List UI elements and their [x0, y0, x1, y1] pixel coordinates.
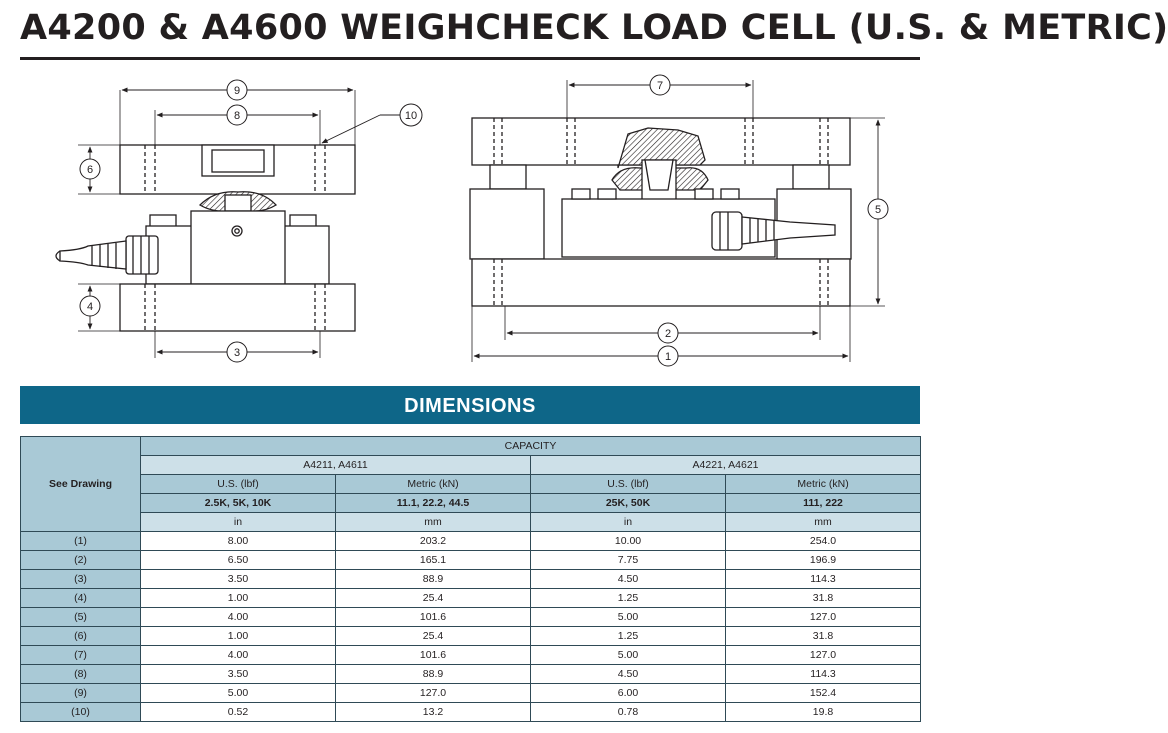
table-cell: 0.52 — [141, 703, 336, 722]
rating-header: 25K, 50K — [531, 494, 726, 513]
table-cell: 19.8 — [726, 703, 921, 722]
callout-3 — [227, 342, 247, 362]
callout-9 — [227, 80, 247, 100]
table-cell: 3.50 — [141, 570, 336, 589]
table-cell: 101.6 — [336, 608, 531, 627]
unit-header: mm — [726, 513, 921, 532]
svg-text:3: 3 — [233, 347, 241, 359]
svg-text:6: 6 — [86, 164, 94, 176]
table-cell: 127.0 — [336, 684, 531, 703]
table-row — [21, 589, 921, 608]
table-cell: 6.50 — [141, 551, 336, 570]
table-row — [21, 532, 921, 551]
dimensions-table — [20, 436, 921, 722]
system-header: Metric (kN) — [336, 475, 531, 494]
table-row — [21, 665, 921, 684]
dimensions-section-header: DIMENSIONS — [20, 386, 920, 424]
row-label: (10) — [21, 703, 141, 722]
table-cell: 31.8 — [726, 627, 921, 646]
table-cell: 1.25 — [531, 589, 726, 608]
table-row — [21, 608, 921, 627]
left-side-view — [56, 90, 400, 358]
table-cell: 3.50 — [141, 665, 336, 684]
rating-header: 2.5K, 5K, 10K — [141, 494, 336, 513]
table-cell: 165.1 — [336, 551, 531, 570]
table-cell: 88.9 — [336, 665, 531, 684]
unit-header: in — [141, 513, 336, 532]
svg-text:1: 1 — [664, 351, 672, 363]
table-cell: 8.00 — [141, 532, 336, 551]
model-group-row — [21, 456, 921, 475]
capacity-header-row — [21, 437, 921, 456]
row-label: (8) — [21, 665, 141, 684]
table-row — [21, 703, 921, 722]
page-title: A4200 & A4600 WEIGHCHECK LOAD CELL (U.S. & METRIC) — [20, 8, 1168, 48]
system-header: Metric (kN) — [726, 475, 921, 494]
capacity-header: CAPACITY — [141, 437, 921, 456]
system-header: U.S. (lbf) — [531, 475, 726, 494]
load-cell-drawings — [0, 62, 944, 380]
title-rule — [20, 57, 920, 60]
rating-header: 111, 222 — [726, 494, 921, 513]
unit-row — [21, 513, 921, 532]
table-row — [21, 551, 921, 570]
callout-4 — [80, 296, 100, 316]
table-cell: 13.2 — [336, 703, 531, 722]
callout-6 — [80, 159, 100, 179]
svg-text:4: 4 — [86, 301, 94, 313]
see-drawing-header: See Drawing — [21, 437, 141, 532]
svg-text:10: 10 — [404, 110, 418, 122]
row-label: (9) — [21, 684, 141, 703]
callout-8 — [227, 105, 247, 125]
table-cell: 127.0 — [726, 646, 921, 665]
table-cell: 1.00 — [141, 589, 336, 608]
svg-text:8: 8 — [233, 110, 241, 122]
rating-row — [21, 494, 921, 513]
callout-5 — [868, 199, 888, 219]
table-cell: 1.25 — [531, 627, 726, 646]
row-label: (5) — [21, 608, 141, 627]
svg-text:2: 2 — [664, 328, 672, 340]
table-cell: 4.50 — [531, 570, 726, 589]
svg-text:7: 7 — [656, 80, 664, 92]
rating-header: 11.1, 22.2, 44.5 — [336, 494, 531, 513]
row-label: (4) — [21, 589, 141, 608]
table-cell: 4.00 — [141, 608, 336, 627]
table-cell: 203.2 — [336, 532, 531, 551]
model-group-a: A4211, A4611 — [141, 456, 531, 475]
table-cell: 7.75 — [531, 551, 726, 570]
table-cell: 10.00 — [531, 532, 726, 551]
callout-2 — [658, 323, 678, 343]
row-label: (7) — [21, 646, 141, 665]
unit-header: mm — [336, 513, 531, 532]
callout-1 — [658, 346, 678, 366]
table-cell: 4.50 — [531, 665, 726, 684]
table-cell: 152.4 — [726, 684, 921, 703]
table-cell: 1.00 — [141, 627, 336, 646]
svg-text:5: 5 — [874, 204, 882, 216]
table-cell: 196.9 — [726, 551, 921, 570]
table-cell: 101.6 — [336, 646, 531, 665]
table-row — [21, 646, 921, 665]
table-cell: 5.00 — [141, 684, 336, 703]
row-label: (3) — [21, 570, 141, 589]
system-row — [21, 475, 921, 494]
unit-header: in — [531, 513, 726, 532]
callout-10 — [400, 104, 422, 126]
table-cell: 88.9 — [336, 570, 531, 589]
svg-text:9: 9 — [233, 85, 241, 97]
row-label: (6) — [21, 627, 141, 646]
system-header: U.S. (lbf) — [141, 475, 336, 494]
callout-7 — [650, 75, 670, 95]
table-cell: 4.00 — [141, 646, 336, 665]
table-cell: 31.8 — [726, 589, 921, 608]
table-cell: 254.0 — [726, 532, 921, 551]
table-cell: 25.4 — [336, 627, 531, 646]
row-label: (2) — [21, 551, 141, 570]
table-cell: 6.00 — [531, 684, 726, 703]
table-cell: 114.3 — [726, 665, 921, 684]
right-front-view — [470, 80, 885, 362]
model-group-b: A4221, A4621 — [531, 456, 921, 475]
table-cell: 25.4 — [336, 589, 531, 608]
table-row — [21, 684, 921, 703]
row-label: (1) — [21, 532, 141, 551]
table-cell: 5.00 — [531, 608, 726, 627]
table-cell: 127.0 — [726, 608, 921, 627]
table-row — [21, 627, 921, 646]
table-cell: 0.78 — [531, 703, 726, 722]
table-cell: 114.3 — [726, 570, 921, 589]
table-row — [21, 570, 921, 589]
table-cell: 5.00 — [531, 646, 726, 665]
